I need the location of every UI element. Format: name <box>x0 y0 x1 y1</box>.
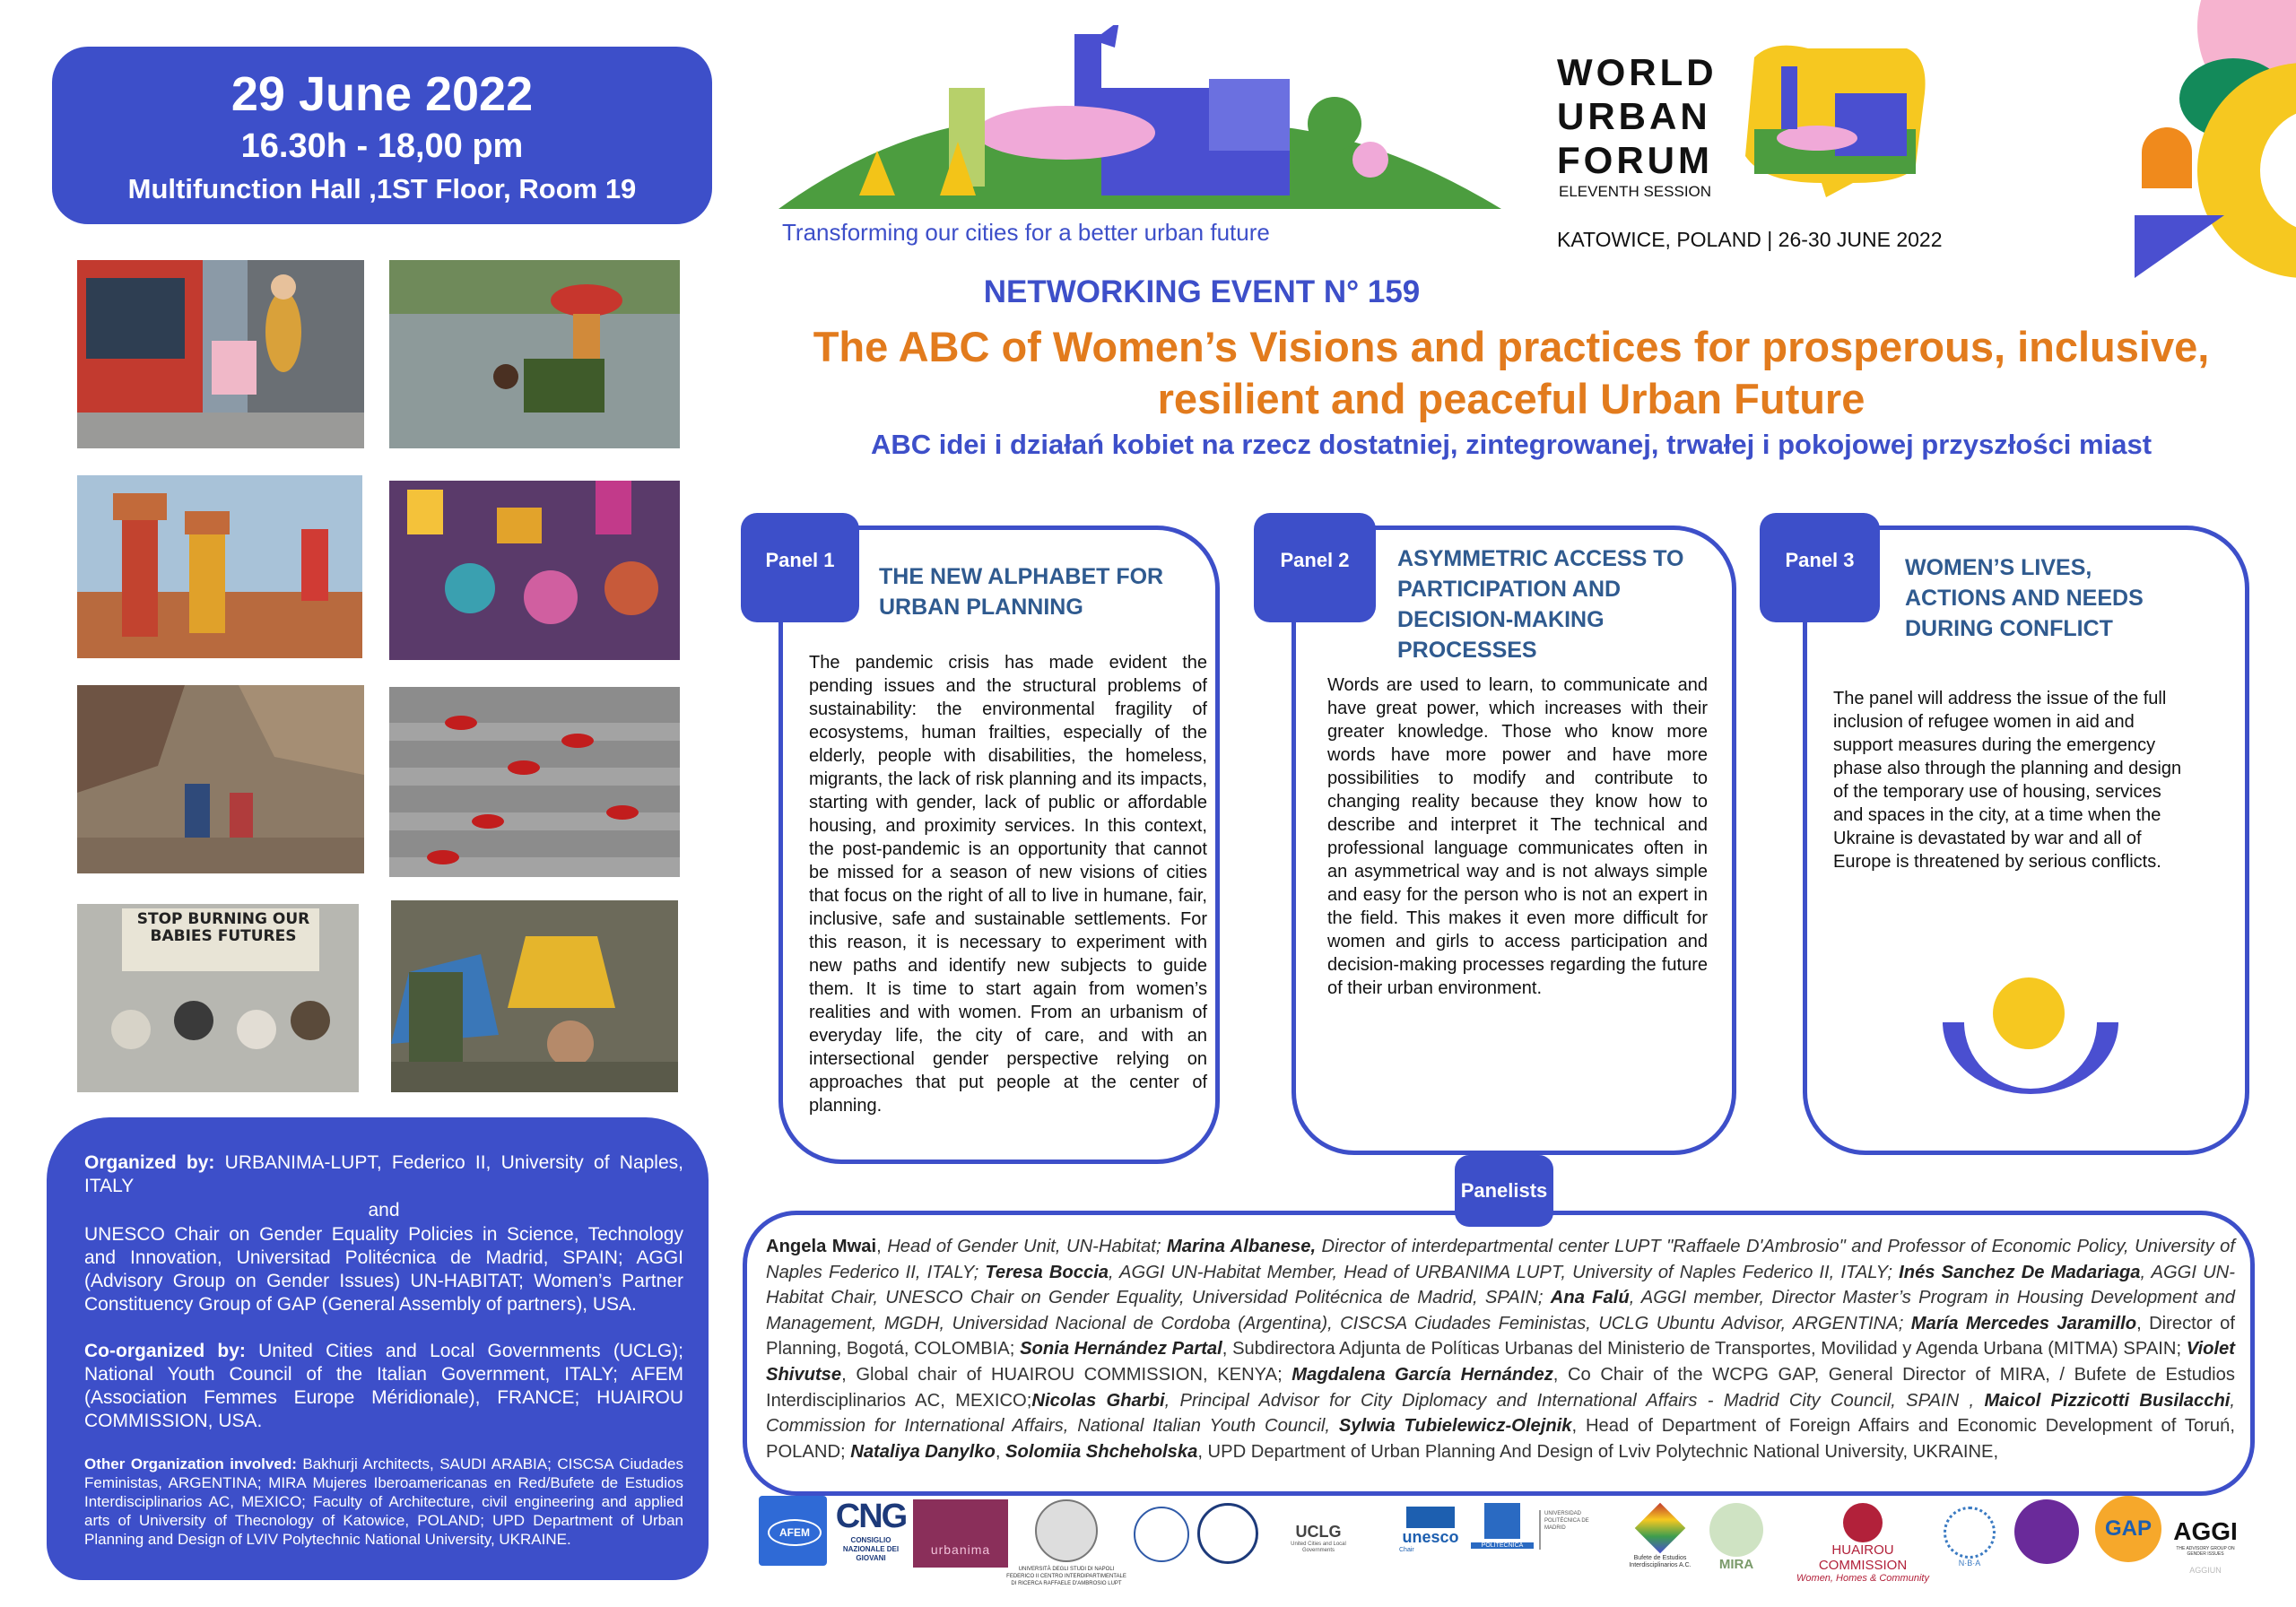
aggi-un-text: AGGIUN <box>2189 1566 2222 1575</box>
politecnica-text: POLITÉCNICA <box>1471 1542 1534 1549</box>
panelists-segment: Head of Gender Unit, UN-Habitat; <box>887 1237 1167 1256</box>
panelists-segment: Violet Shivutse <box>766 1339 2236 1385</box>
urbanima-text: urbanima <box>930 1542 991 1557</box>
panelists-segment: , Subdirectora Adjunta de Políticas Urbanas del Ministerio de Transportes, Movilidad y Agenda Urbana (MITMA) SPAIN; <box>1222 1339 2187 1359</box>
panelists-segment: Director of interdepartmental center LUPT "Raffaele D'Ambrosio" and Professor of Economic Policy, University of Naples Federico II, ITALY; <box>766 1237 2236 1282</box>
organized-text-2: UNESCO Chair on Gender Equality Policies in Science, Technology and Innovation, Universitad Politécnica de Madrid, SPAIN; AGGI (Advisory Group on Gender Issues) UN-HABITAT; Women’s Partner Constituency Group of GAP (General Assembly of partners), USA. <box>84 1224 683 1315</box>
panelists-segment: María Mercedes Jaramillo <box>1910 1313 2137 1333</box>
urbanima-logo <box>913 1499 1008 1568</box>
uclg-text: UCLG <box>1295 1523 1342 1541</box>
gap-logo <box>2092 1496 2165 1571</box>
unesco-logo <box>1399 1507 1462 1566</box>
feminist-logo <box>2014 1499 2079 1564</box>
panel-3-text: The panel will address the issue of the full inclusion of refugee women in aid and support measures during the emergency phase also through the planning and design of the temporary use of housing, services and spaces in the city, at a time when the Ukraine is devastated by war and all of Europe is threatened by serious conflicts. <box>1833 689 2182 872</box>
panelists-segment: Teresa Boccia <box>985 1262 1109 1282</box>
panelists-segment: , Director of Planning, Bogotá, COLOMBIA; <box>766 1313 2235 1359</box>
panelists-segment: Nicolas Gharbi <box>1031 1390 1165 1411</box>
cng-subtitle: CONSIGLIO NAZIONALE DEI GIOVANI <box>842 1536 900 1562</box>
panelists-segment: Sonia Hernández Partal <box>1020 1339 1222 1359</box>
photo-stop-burning-march <box>77 904 359 1092</box>
unina-lupt-logo <box>1004 1499 1128 1594</box>
uclg-logo <box>1279 1523 1358 1568</box>
other-label: Other Organization involved: <box>84 1455 297 1472</box>
organizers-box <box>47 1117 709 1580</box>
nba-text: N·B·A <box>1958 1559 1981 1568</box>
upm-politecnica-logo <box>1471 1503 1534 1566</box>
event-date: 29 June 2022 <box>230 67 534 121</box>
other-organizations <box>84 1455 683 1549</box>
wuf-location: KATOWICE, POLAND | 26-30 JUNE 2022 <box>1557 228 1943 251</box>
organized-label: Organized by: <box>84 1152 215 1173</box>
panelists-segment: , Principal Advisor for City Diplomacy and International Affairs - Madrid City Council, SPAIN , <box>1164 1390 1985 1411</box>
panelists-segment: Solomiia Shcheholska <box>1005 1441 1198 1462</box>
panelists-tab: Panelists <box>1455 1155 1553 1227</box>
afem-logo <box>759 1496 827 1566</box>
wuf-wordmark <box>1557 50 1718 182</box>
panelists-segment: Ana Falú <box>1550 1288 1630 1308</box>
wuf-city-illustration <box>778 25 1501 213</box>
organized-and: and <box>368 1200 400 1220</box>
co-organized-by <box>84 1340 683 1433</box>
bufete-logo <box>1620 1507 1700 1582</box>
wuf-word-2: URBAN <box>1557 95 1711 137</box>
panel-3-title: WOMEN’S LIVES, ACTIONS AND NEEDS DURING CONFLICT <box>1905 555 2144 641</box>
panelists-segment: , Commission for International Affairs, National Italian Youth Council, <box>766 1390 2235 1437</box>
aggi-logo <box>2167 1517 2244 1589</box>
unesco-subtitle: Chair <box>1399 1547 1414 1553</box>
katowice-tech-logo <box>1132 1507 1191 1578</box>
event-title-polish: ABC idei i działań kobiet na rzecz dostatniej, zintegrowanej, trwałej i pokojowej przyszłości miast <box>870 429 2152 460</box>
wuf-session: ELEVENTH SESSION <box>1559 183 1712 200</box>
wuf-emblem-sun <box>1943 977 2118 1094</box>
event-title-line-1: The ABC of Women’s Visions and practices for prosperous, inclusive, <box>813 323 2210 370</box>
panelists-segment: , <box>995 1441 1006 1462</box>
aggi-subtitle: THE ADVISORY GROUP ON GENDER ISSUES <box>2176 1546 2235 1557</box>
panel-1-text: The pandemic crisis has made evident the pending issues and the structural problems of sustainability: the environmental fragility of ecosystems, human frailties, especially of the elderly, people with disabilities, the homeless, migrants, the lack of risk planning and its impacts, starting with gender, lack of public or affordable housing, and proximity services. In this context, the post-pandemic is an opportunity that cannot be missed for a season of new visions of cities that focus on the right of all to live in humane, fair, inclusive, safe and sustainable settlements. For this reason, it is necessary to experiment with new paths and identify new subjects to guide them. It is time to start again from women’s realities and with women. From an urbanism of everyday life, the city of care, and with an intersectional gender perspective relying on approaches that put people at the center of planning. <box>809 653 1207 1116</box>
lviv-poly-logo <box>1196 1503 1259 1566</box>
decorative-shapes <box>2099 0 2296 296</box>
unesco-text: unesco <box>1402 1528 1459 1546</box>
panelists-segment: Nataliya Danylko <box>850 1441 996 1462</box>
huairou-text: HUAIROU COMMISSION <box>1818 1542 1908 1573</box>
afem-text: AFEM <box>768 1519 822 1546</box>
panelists-segment: , AGGI UN-Habitat Member, Head of URBANIMA LUPT, University of Naples Federico II, ITALY; <box>1109 1262 1900 1282</box>
photo-refugee-camp <box>391 900 678 1092</box>
panelists-segment: , <box>876 1237 888 1256</box>
panel-2-text: Words are used to learn, to communicate and have great power, which increases with their greater knowledge. Those who know more words have more power and have more possibilities to modify and contribute to changing reality because they know how to describe and interpret it The technical and professional language communicates often in an asymmetrical way and is not always simple and easy for the person who is not an expert in the field. This makes it even more difficult for women and girls to access participation and decision-making processes regarding the future of their urban environment. <box>1327 675 1708 998</box>
event-location: Multifunction Hall ,1ST Floor, Room 19 <box>127 173 637 204</box>
coorganized-label: Co-organized by: <box>84 1341 246 1361</box>
panelists-segment: , Co Chair of the WCPG GAP, General Director of MIRA, / Bufete de Estudios Interdisciplinarios AC, MEXICO; <box>766 1364 2235 1411</box>
huairou-subtitle: Women, Homes & Community <box>1796 1573 1929 1584</box>
upm-text: UNIVERSIDAD POLITÉCNICA DE MADRID <box>1539 1510 1604 1550</box>
panelists-segment: Maicol Pizzicotti Busilacchi <box>1984 1390 2231 1411</box>
huairou-logo <box>1787 1503 1939 1584</box>
panelists-text <box>766 1234 2235 1464</box>
panelists-segment: , Head of Department of Foreign Affairs and Economic Development of Toruń, POLAND; <box>766 1416 2235 1462</box>
panel-2-title: ASYMMETRIC ACCESS TO PARTICIPATION AND DECISION-MAKING PROCESSES <box>1397 546 1684 663</box>
nba-logo <box>1941 1507 1998 1575</box>
aggi-text: AGGI <box>2173 1517 2238 1545</box>
panelists-segment: , AGGI UN-Habitat Chair, UNESCO Chair on Gender Equality, Universidad Politécnica de Madrid, SPAIN; <box>766 1262 2235 1308</box>
organized-text: URBANIMA-LUPT, Federico II, University of Naples, ITALY <box>84 1152 683 1196</box>
panelists-segment: , Global chair of HUAIROU COMMISSION, KENYA; <box>841 1364 1292 1385</box>
wuf-word-1: WORLD <box>1557 51 1718 93</box>
panelists-segment: , UPD Department of Urban Planning And Design of Lviv Polytechnic National University, UKRAINE, <box>1197 1441 1999 1462</box>
photo-earthquake-rubble <box>77 685 364 873</box>
event-title <box>762 321 2260 425</box>
panel-3-tab: Panel 3 <box>1760 513 1880 622</box>
wuf-word-3: FORUM <box>1557 139 1713 181</box>
panelists-segment: Sylwia Tubielewicz-Olejnik <box>1338 1416 1572 1437</box>
panelists-segment: Inés Sanchez De Madariaga <box>1899 1262 2141 1282</box>
cng-text: CNG <box>835 1498 907 1535</box>
other-text: Bakhurji Architects, SAUDI ARABIA; CISCSA Ciudades Feministas, ARGENTINA; MIRA Mujeres Iberoamericanas en Red/Bufete de Estudios Interdisciplinarios AC, MEXICO; Faculty of Architecture, civil engineering and applied arts of University of Thecnology of Katowice, POLAND; UPD Department of Urban Planning and Design of LVIV Polytechnic National University, UKRAINE. <box>84 1455 684 1548</box>
mira-text: MIRA <box>1718 1557 1754 1572</box>
event-title-line-2: resilient and peaceful Urban Future <box>1157 375 1866 422</box>
gap-text: GAP <box>2095 1496 2161 1562</box>
photo-women-protest <box>389 481 680 660</box>
panelists-segment: Angela Mwai <box>766 1237 877 1256</box>
panelists-segment: Magdalena García Hernández <box>1292 1364 1553 1385</box>
event-time: 16.30h - 18,00 pm <box>240 127 524 165</box>
networking-event-label: NETWORKING EVENT N° 159 <box>983 274 1421 309</box>
photo-brick-workers <box>77 475 362 658</box>
forum-tagline: Transforming our cities for a better urban future <box>782 219 1270 246</box>
organized-by <box>84 1151 683 1198</box>
uclg-subtitle: United Cities and Local Governments <box>1291 1542 1346 1553</box>
coorganized-text: United Cities and Local Governments (UCLG); National Youth Council of the Italian Government, ITALY; AFEM (Association Femmes Europe Méridionale), FRANCE; HUAIROU COMMISSION, USA. <box>84 1341 683 1431</box>
mira-logo <box>1704 1503 1769 1578</box>
photo-red-shoes-stairs <box>389 687 680 877</box>
cng-logo <box>831 1498 911 1575</box>
unina-subtitle: UNIVERSITÀ DEGLI STUDI DI NAPOLI FEDERICO II CENTRO INTERDIPARTIMENTALE DI RICERCA RAFFAELE D'AMBROSIO LUPT <box>1006 1567 1126 1586</box>
panelists-segment: Marina Albanese, <box>1166 1237 1317 1256</box>
bufete-text: Bufete de Estudios Interdisciplinarios A.C. <box>1629 1555 1692 1568</box>
event-info-box <box>52 47 712 224</box>
panel-2-tab: Panel 2 <box>1254 513 1376 622</box>
panelists-segment: , AGGI member, Director Master’s Program in Housing Development and Management, MGDH, Universidad Nacional de Cordoba (Argentina), CISCSA Ciudades Feministas, UCLG Ubuntu Advisor, ARGENTINA; <box>766 1288 2236 1333</box>
banner-text: STOP BURNING OUR BABIES FUTURES <box>136 910 310 945</box>
panel-1-title: THE NEW ALPHABET FOR URBAN PLANNING <box>879 564 1164 620</box>
wuf-logo-emblem <box>1736 39 1928 197</box>
panel-1-tab: Panel 1 <box>741 513 859 622</box>
